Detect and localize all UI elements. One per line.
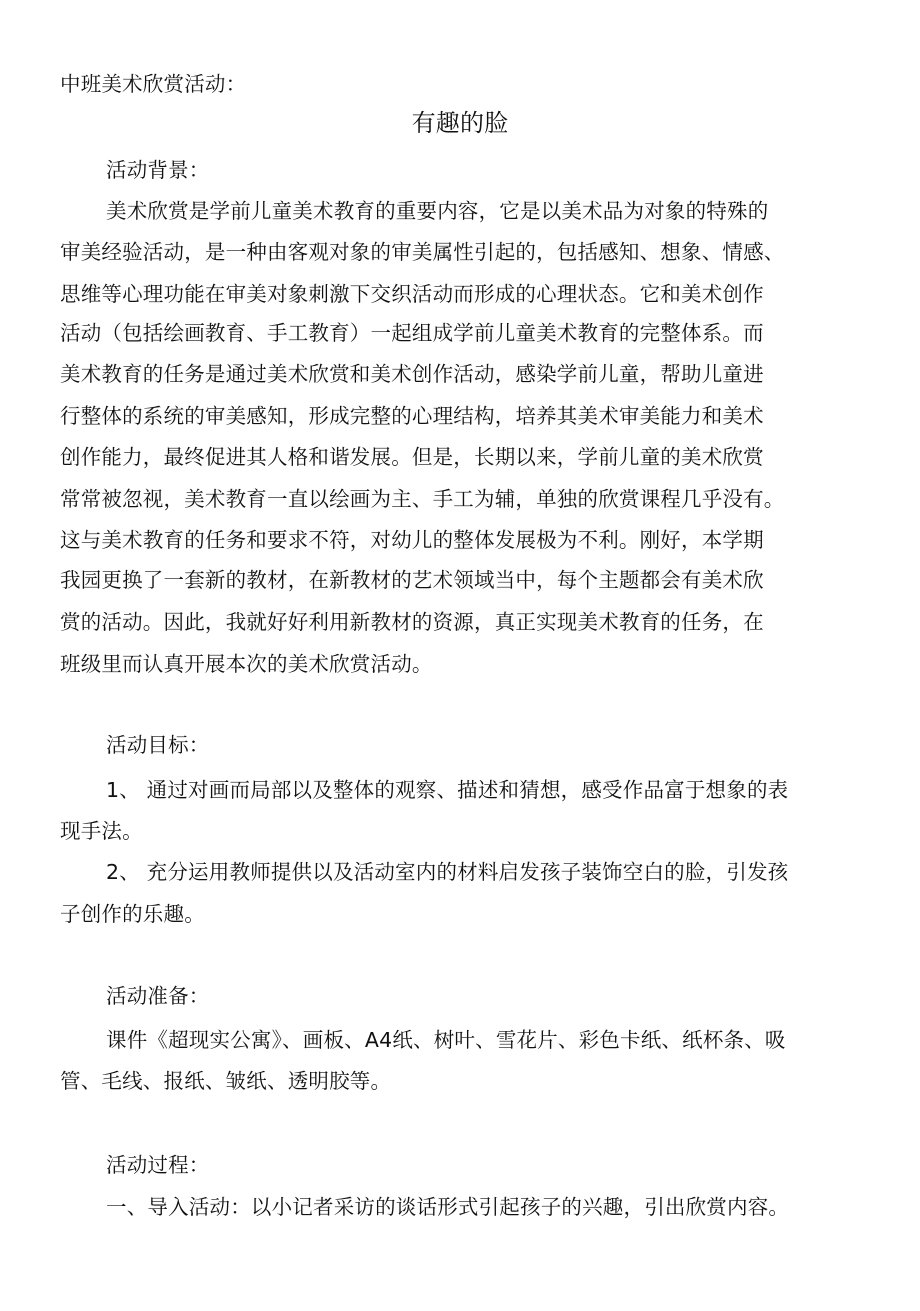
paragraph-line: 美术教育的任务是通过美术欣赏和美术创作活动，感染学前儿童，帮助儿童进 [60, 362, 764, 386]
preparation-line: 管、毛线、报纸、皱纸、透明胶等。 [60, 1069, 392, 1093]
paragraph-line: 审美经验活动，是一种由客观对象的审美属性引起的，包括感知、想象、情感、 [60, 240, 785, 264]
section-heading-background: 活动背景： [106, 158, 210, 182]
paragraph-line: 美术欣赏是学前儿童美术教育的重要内容，它是以美术品为对象的特殊的 [106, 199, 769, 223]
paragraph-line: 行整体的系统的审美感知，形成完整的心理结构，培养其美术审美能力和美术 [60, 404, 764, 428]
process-line: 一、导入活动：以小记者采访的谈话形式引起孩子的兴趣，引出欣赏内容。 [106, 1195, 790, 1219]
paragraph-line: 创作能力，最终促进其人格和谐发展。但是，长期以来，学前儿童的美术欣赏 [60, 445, 764, 469]
paragraph-line: 思维等心理功能在审美对象刺激下交织活动而形成的心理状态。它和美术创作 [60, 282, 764, 306]
document-title: 有趣的脸 [411, 109, 509, 137]
document-header: 中班美术欣赏活动： [60, 72, 247, 96]
preparation-line: 课件《超现实公寓》、画板、A4纸、树叶、雪花片、彩色卡纸、纸杯条、吸 [106, 1028, 786, 1052]
goal-line: 1、 通过对画而局部以及整体的观察、描述和猜想，感受作品富于想象的表 [106, 778, 789, 802]
paragraph-line: 常常被忽视，美术教育一直以绘画为主、手工为辅，单独的欣赏课程几乎没有。 [60, 487, 785, 511]
paragraph-line: 我园更换了一套新的教材，在新教材的艺术领域当中，每个主题都会有美术欣 [60, 568, 764, 592]
section-heading-preparation: 活动准备： [106, 984, 210, 1008]
paragraph-line: 活动（包括绘画教育、手工教育）一起组成学前儿童美术教育的完整体系。而 [60, 321, 764, 345]
goal-line: 子创作的乐趣。 [60, 902, 205, 926]
section-heading-process: 活动过程： [106, 1153, 210, 1177]
paragraph-line: 赏的活动。因此，我就好好利用新教材的资源，真正实现美术教育的任务，在 [60, 610, 764, 634]
goal-line: 2、 充分运用教师提供以及活动室内的材料启发孩子装饰空白的脸，引发孩 [106, 860, 789, 884]
paragraph-line: 这与美术教育的任务和要求不符，对幼儿的整体发展极为不利。刚好，本学期 [60, 528, 764, 552]
paragraph-line: 班级里而认真开展本次的美术欣赏活动。 [60, 652, 433, 676]
goal-line: 现手法。 [60, 819, 143, 843]
section-heading-goals: 活动目标： [106, 733, 210, 757]
